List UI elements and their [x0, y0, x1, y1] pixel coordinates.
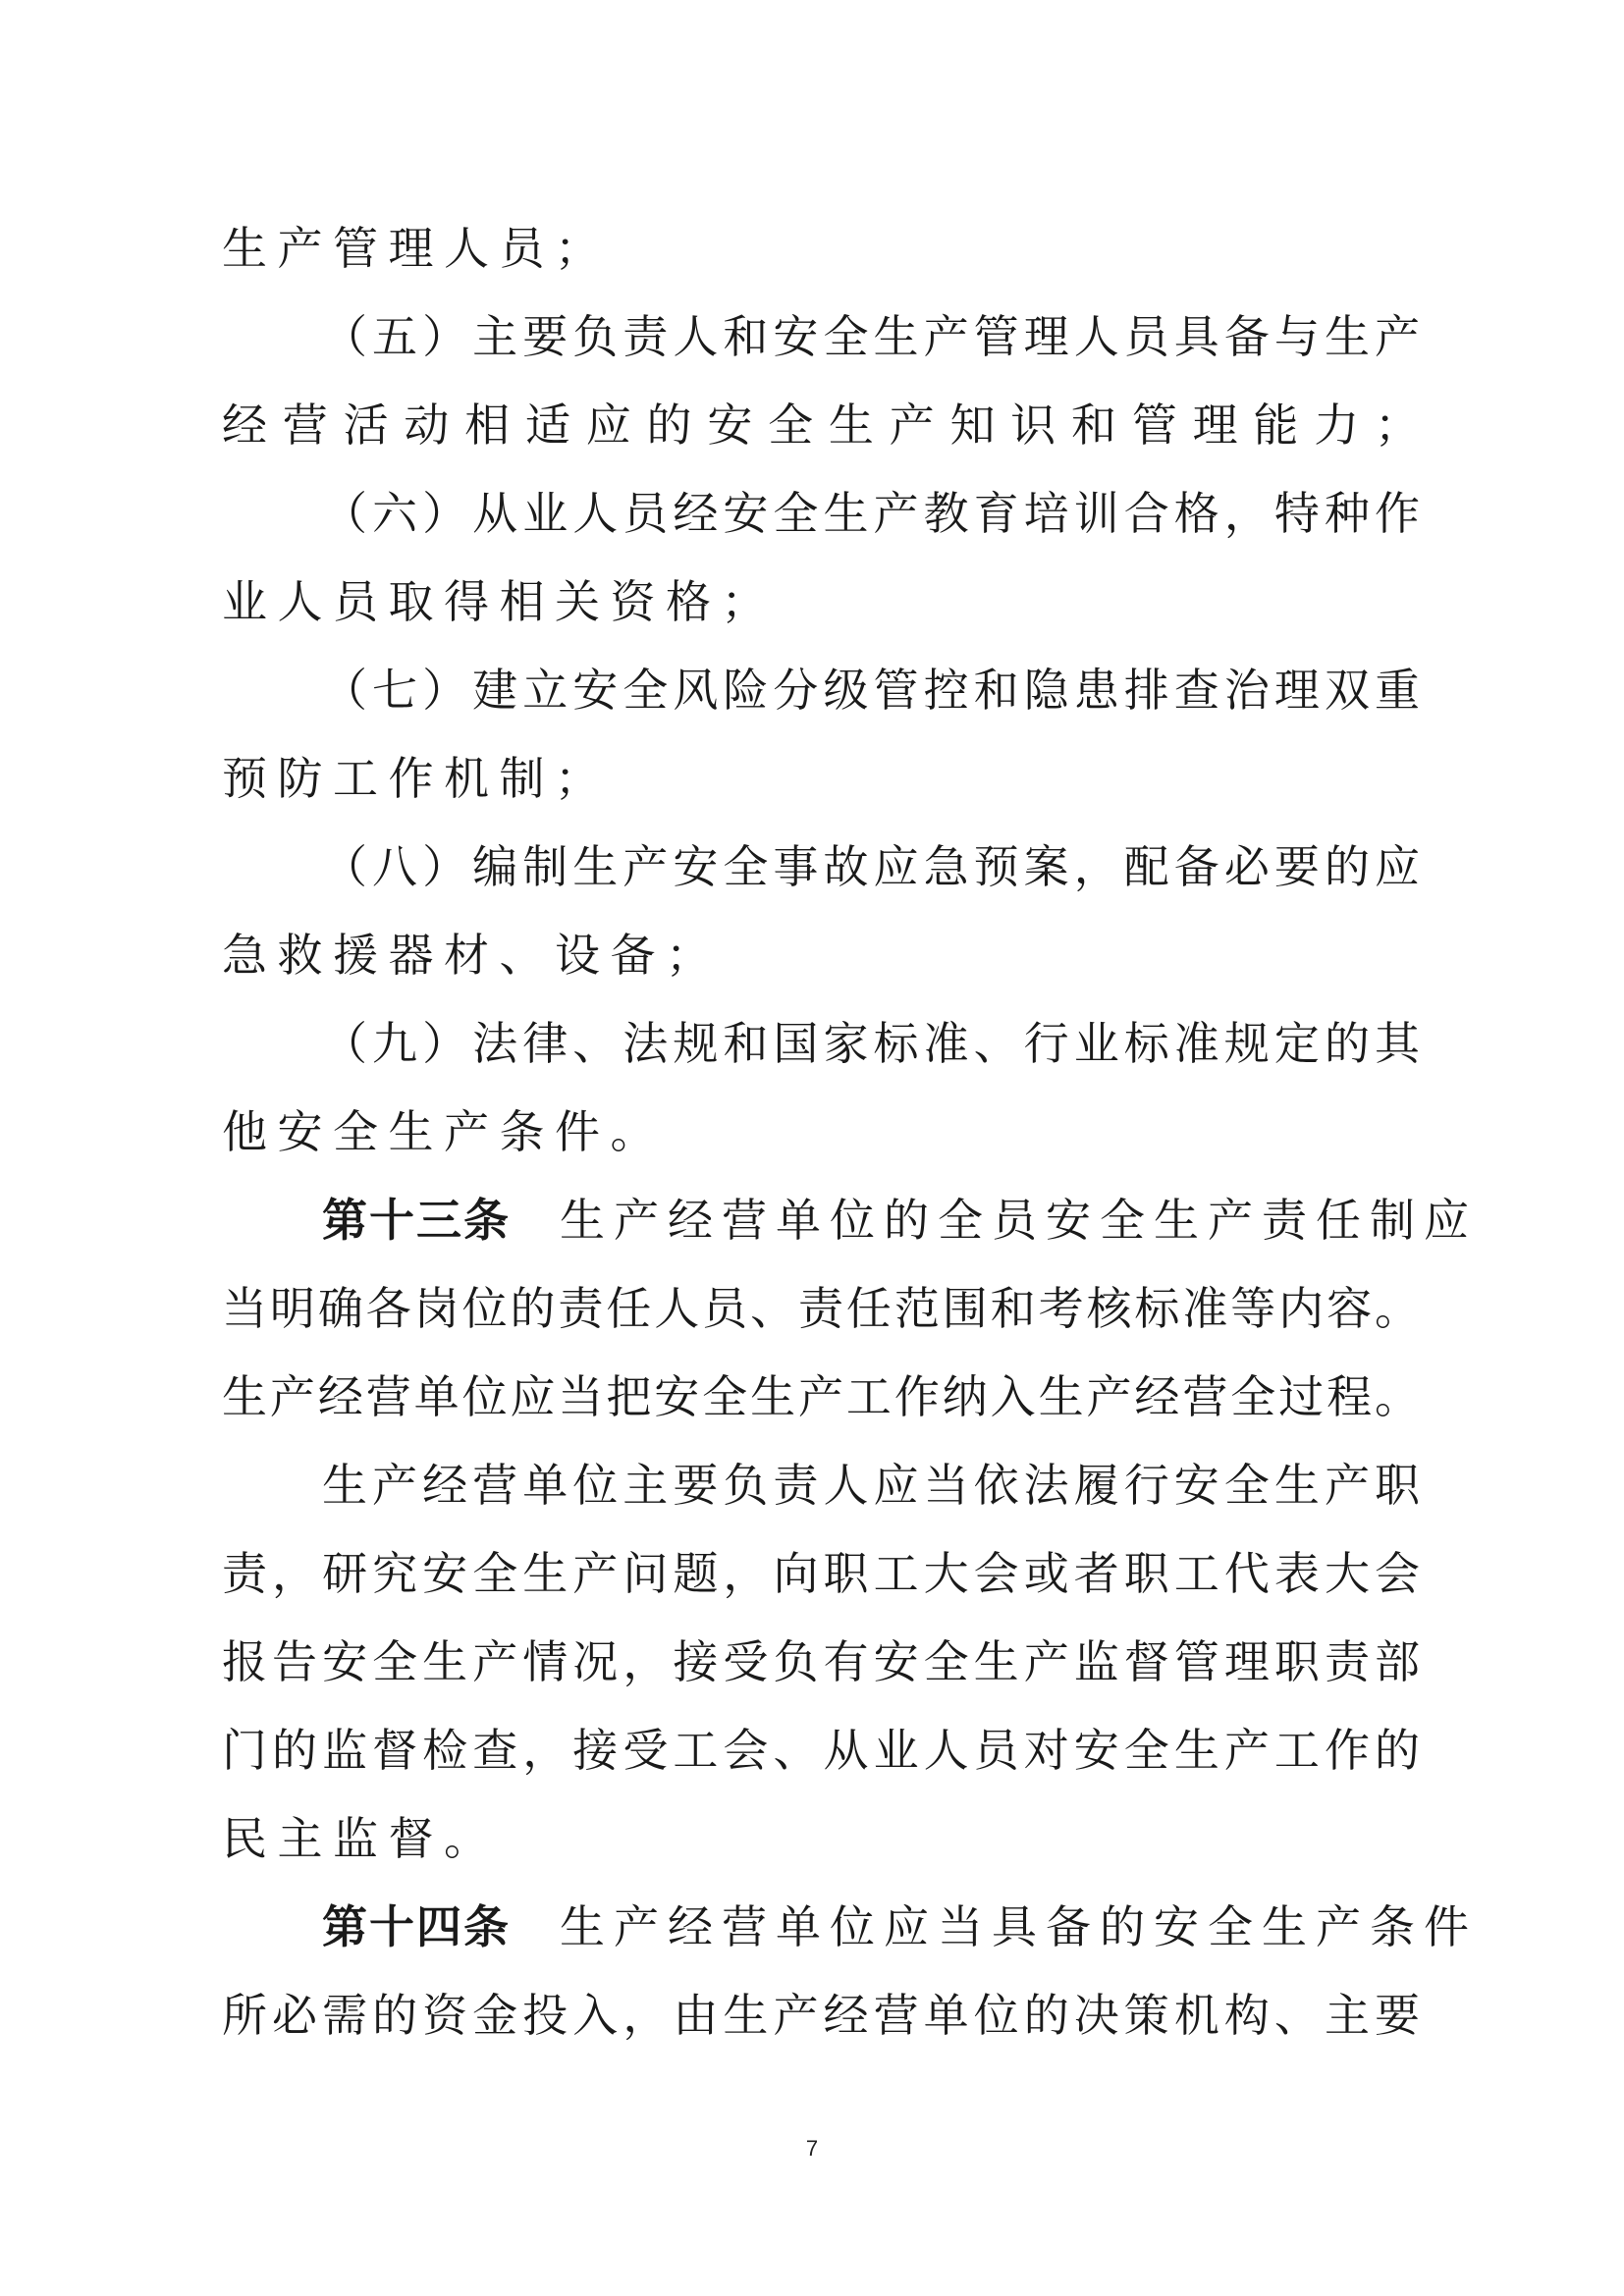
text-line: 生产管理人员； [222, 222, 611, 275]
text-line: 生产经营单位的全员安全生产责任制应 [560, 1194, 1478, 1247]
text-line: （七）建立安全风险分级管控和隐患排查治理双重 [322, 664, 1420, 717]
text-line: （九）法律、法规和国家标准、行业标准规定的其 [322, 1017, 1420, 1070]
article-13-heading: 第十三条 [322, 1194, 511, 1247]
text-line: 他安全生产条件。 [222, 1105, 666, 1158]
text-line: （八）编制生产安全事故应急预案，配备必要的应 [322, 840, 1420, 893]
text-line: 报告安全生产情况，接受负有安全生产监督管理职责部 [222, 1635, 1420, 1688]
text-line: 所必需的资金投入，由生产经营单位的决策机构、主要 [222, 1989, 1420, 2042]
text-line: 业人员取得相关资格； [222, 575, 777, 628]
text-line: 责，研究安全生产问题，向职工大会或者职工代表大会 [222, 1547, 1420, 1600]
text-line: 门的监督检查，接受工会、从业人员对安全生产工作的 [222, 1724, 1420, 1777]
text-line: 生产经营单位应当把安全生产工作纳入生产经营全过程。 [222, 1370, 1420, 1423]
text-line: 经营活动相适应的安全生产知识和管理能力； [222, 399, 1420, 452]
text-line: 民主监督。 [222, 1812, 500, 1865]
article-14-heading: 第十四条 [322, 1900, 511, 1953]
page-number: 7 [805, 2136, 819, 2161]
text-line: 当明确各岗位的责任人员、责任范围和考核标准等内容。 [222, 1282, 1420, 1335]
text-line: 预防工作机制； [222, 752, 611, 805]
text-line: 生产经营单位主要负责人应当依法履行安全生产职 [322, 1459, 1420, 1512]
article-13-first-line [322, 1186, 1478, 1255]
text-line: （六）从业人员经安全生产教育培训合格，特种作 [322, 487, 1420, 540]
text-line: （五）主要负责人和安全生产管理人员具备与生产 [322, 310, 1420, 363]
article-14-first-line [322, 1893, 1478, 1961]
text-line: 急救援器材、设备； [222, 929, 722, 982]
text-line: 生产经营单位应当具备的安全生产条件 [560, 1900, 1478, 1953]
